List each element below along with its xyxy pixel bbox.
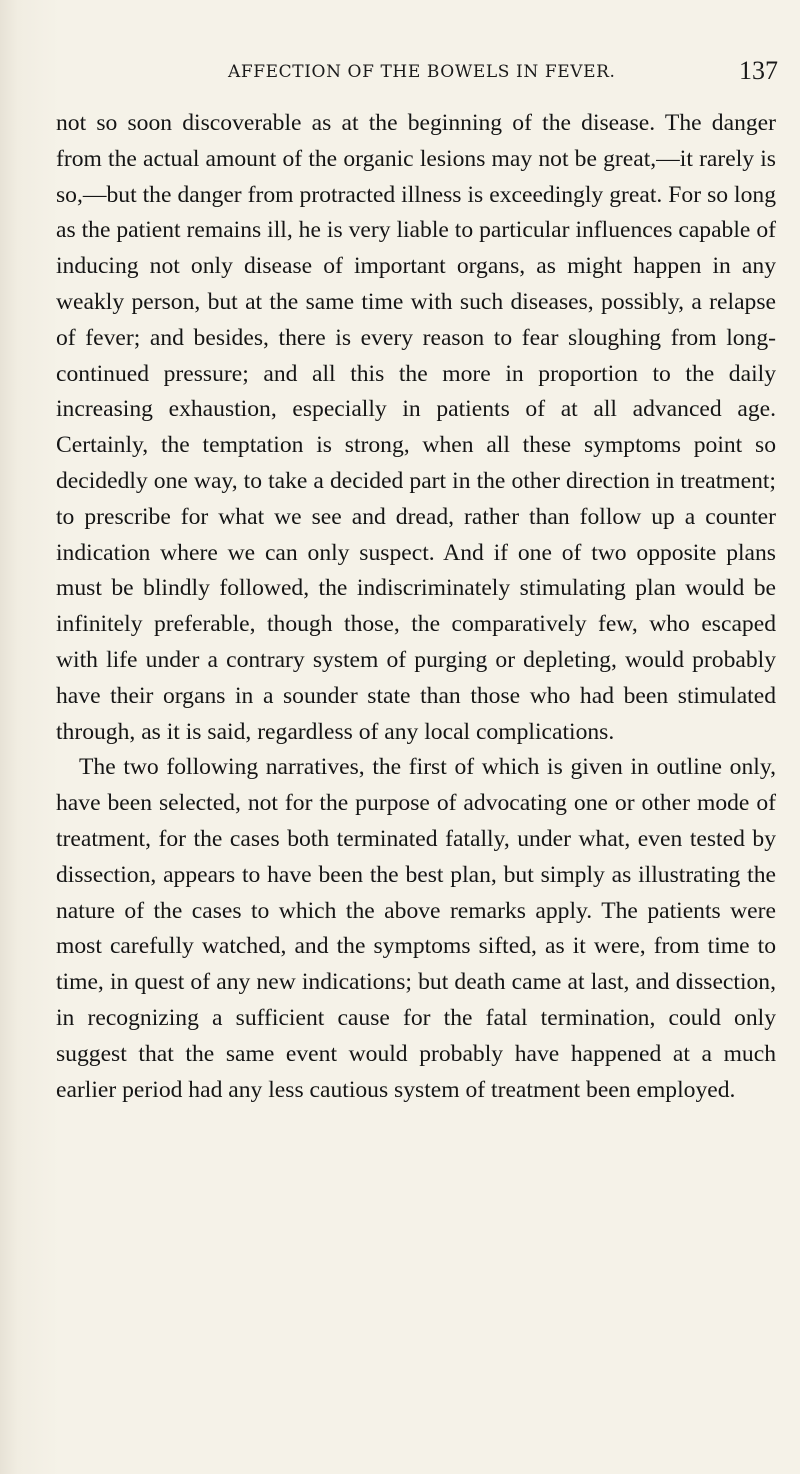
body-text xyxy=(56,106,776,1108)
paragraph-continued: not so soon discoverable as at the beginning of the disease. The danger from the actual amount of the organic lesions may not be great,—it rarely is so,—but the danger from protracted illness is exceedingly great. For so long as the patient remains ill, he is very liable to particular influences capable of inducing not only disease of important organs, as might happen in any weakly person, but at the same time with such diseases, possibly, a relapse of fever; and besides, there is every reason to fear sloughing from long-continued pressure; and all this the more in proportion to the daily increasing exhaustion, especially in patients of at all advanced age. Certainly, the temptation is strong, when all these symptoms point so decidedly one way, to take a decided part in the other direction in treatment; to prescribe for what we see and dread, rather than follow up a counter indication where we can only suspect. And if one of two opposite plans must be blindly followed, the indiscriminately stimulating plan would be infinitely preferable, though those, the comparatively few, who escaped with life under a contrary system of purging or depleting, would probably have their organs in a sounder state than those who had been stimulated through, as it is said, regardless of any local complications. xyxy=(56,110,776,745)
running-head xyxy=(56,58,778,88)
paragraph-narratives: The two following narratives, the first of which is given in outline only, have been selected, not for the purpose of advocating one or other mode of treatment, for the cases both terminated fatally, under what, even tested by dissection, appears to have been the best plan, but simply as illustrating the nature of the cases to which the above remarks apply. The patients were most carefully watched, and the symptoms sifted, as it were, from time to time, in quest of any new indications; but death came at last, and dissection, in recognizing a sufficient cause for the fatal termination, could only suggest that the same event would probably have happened at a much earlier period had any less cautious system of treatment been employed. xyxy=(56,754,776,1103)
page-number: 137 xyxy=(739,56,778,85)
running-head-title: AFFECTION OF THE BOWELS IN FEVER. xyxy=(228,62,616,82)
